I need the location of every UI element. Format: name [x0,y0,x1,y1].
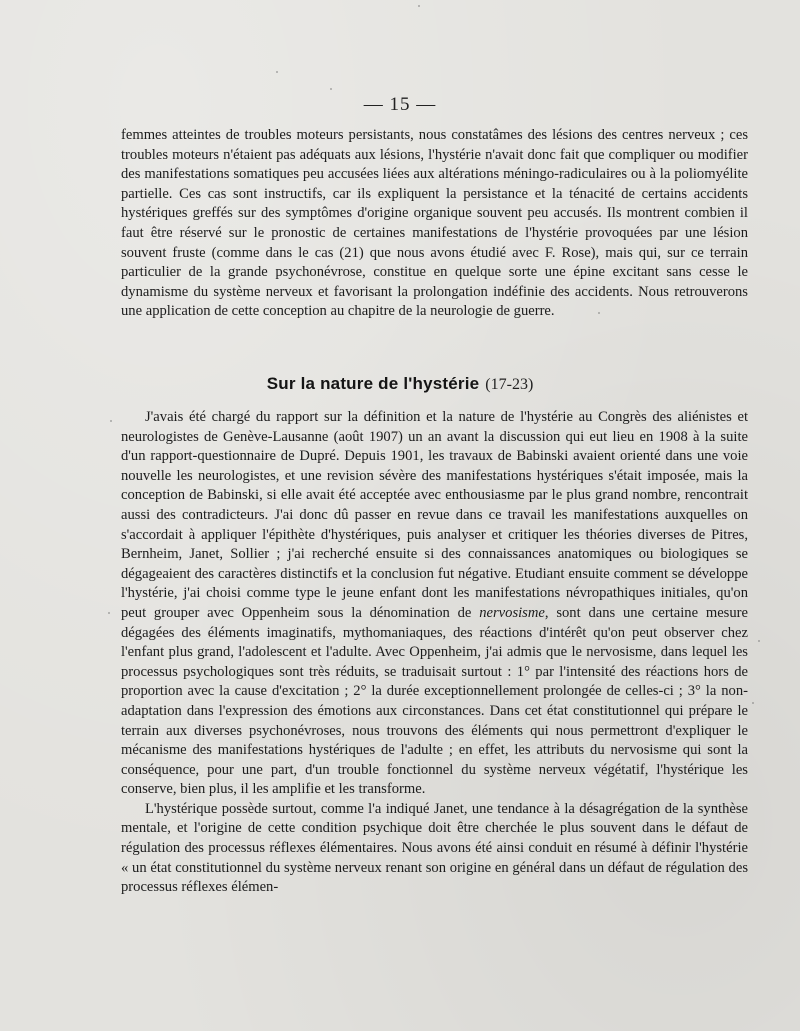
paper-speck [752,702,754,704]
page-number: — 15 — [363,94,437,115]
paper-speck [108,612,110,614]
body-paragraph-1-text-b: , sont dans une certaine mesure dégagées des éléments imaginatifs, mythomaniaques, des réactions d'intérêt qu'on peut observer chez l'enfant plus grand, l'adolescent et l'adulte. Avec Oppenheim, j'ai admis que le nervosisme, dans lequel les processus psychologiques sont très réduits, se traduisait surtout : 1° par l'intensité des réactions hors de proportion avec la cause d'excitation ; 2° la durée exceptionnellement prolongée de celles-ci ; 3° la non-adaptation dans l'expression des émotions aux circonstances. Dans cet état constitutionnel qui prépare le terrain aux diverses psychonévroses, nous trouvons des éléments qui nous permettront d'expliquer le mécanisme des manifestations hystériques de l'adulte ; en effet, les attributs du nervosisme qui sont la conséquence, pour une part, d'un trouble fonctionnel du système nerveux végétatif, l'hystérique les conserve, bien plus, il les amplifie et les transforme. [121,604,748,798]
paper-speck [758,640,760,642]
section-body [121,408,748,898]
body-paragraph-2: L'hystérique possède surtout, comme l'a indiqué Janet, une tendance à la désagrégation de la synthèse mentale, et l'origine de cette condition psychique doit être cherchée le plus souvent dans le défaut de régulation des processus réflexes élémentaires. Nous avons été ainsi conduit en résumé à définir l'hystérie « un état constitutionnel du système nerveux renant son origine en général dans un défaut de régulation des processus réflexes élémen- [121,800,748,896]
paper-speck [110,420,112,422]
intro-paragraph-block [121,126,748,322]
body-paragraph-1-italic-term: nervosisme [479,604,545,621]
body-paragraph-1-text-a: J'avais été chargé du rapport sur la définition et la nature de l'hystérie au Congrès des aliénistes et neurologistes de Genève-Lausanne (août 1907) un an avant la discussion qui eut lieu en 1908 à la suite d'un rapport-questionnaire de Dupré. Depuis 1901, les travaux de Babinski avaient orienté dans une voie nouvelle les neurologistes, et une revision sévère des manifestations hystériques s'était imposée, mais la conception de Babinski, si elle avait été acceptée avec enthousiasme par le plus grand nombre, rencontrait aussi des contradicteurs. J'ai donc dû passer en revue dans ce travail les manifestations auxquelles on s'accordait à appliquer l'épithète d'hystériques, puis analyser et critiquer les théories diverses de Pitres, Bernheim, Janet, Sollier ; j'ai recherché ensuite si des connaissances anatomiques ou biologiques se dégageaient des caractères distinctifs et la conclusion fut négative. Etudiant ensuite comment se développe l'hystérie, j'ai choisi comme type le jeune enfant dont les manifestations névropathiques initiales, qu'on peut grouper avec Oppenheim sous la dénomination de [121,409,748,621]
paper-speck [276,71,278,73]
intro-paragraph: femmes atteintes de troubles moteurs persistants, nous constatâmes des lésions des centres nerveux ; ces troubles moteurs n'étaient pas adéquats aux lésions, l'hystérie n'avait donc fait que compliquer ou modifier des manifestations somatiques peu accusées liées aux altérations méningo-radiculaires ou à la poliomyélite partielle. Ces cas sont instructifs, car ils expliquent la persistance et la ténacité de certains accidents hystériques greffés sur des symptômes d'origine organique souvent peu accusés. Ils montrent combien il faut être réservé sur le pronostic de certaines manifestations de l'hystérie provoquées par une lésion souvent fruste (comme dans le cas (21) que nous avons étudié avec F. Rose), mais qui, sur ce terrain particulier de la grande psychonévrose, constitue en quelque sorte une épine excitant sans cesse le dynamisme du système nerveux et favorisant la prolongation indéfinie des accidents. Nous retrouverons une application de cette conception au chapitre de la neurologie de guerre. [121,127,748,320]
section-heading [0,374,800,394]
section-title: Sur la nature de l'hystérie [266,374,480,393]
paper-speck [418,5,420,7]
body-paragraph-1 [121,408,748,800]
section-page-range: (17-23) [485,376,534,393]
paper-speck [330,88,332,90]
